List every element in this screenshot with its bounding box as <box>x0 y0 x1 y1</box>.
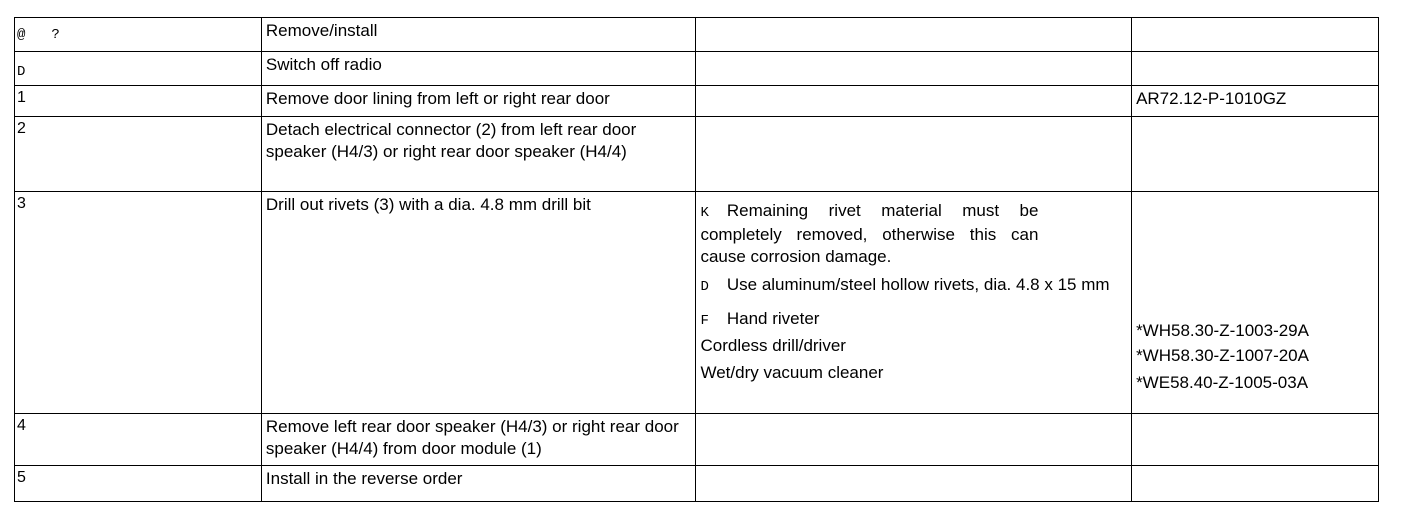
procedure-document <box>14 17 1379 502</box>
info-symbol: @ <box>17 27 26 43</box>
step-number: 5 <box>15 466 262 502</box>
caution-symbol: K <box>700 205 709 221</box>
table-row <box>15 192 1379 414</box>
tool-reference: *WH58.30-Z-1003-29A <box>1136 321 1309 340</box>
step-number: 2 <box>15 117 262 192</box>
tool-item: Cordless drill/driver <box>700 336 846 355</box>
step-number: 1 <box>15 86 262 117</box>
hint-symbol: D <box>17 64 26 80</box>
instruction-cell: Switch off radio <box>261 52 696 86</box>
step-action: Drill out rivets (3) with a dia. 4.8 mm drill bit <box>261 192 696 414</box>
question-symbol: ? <box>51 27 60 43</box>
symbol-cell <box>15 18 262 52</box>
step-action: Install in the reverse order <box>261 466 696 502</box>
step-action: Remove door lining from left or right rear door <box>261 86 696 117</box>
document-reference: AR72.12-P-1010GZ <box>1132 86 1379 117</box>
step-action: Detach electrical connector (2) from left rear door speaker (H4/3) or right rear door speaker (H4/4) <box>261 117 696 192</box>
step-action: Remove left rear door speaker (H4/3) or right rear door speaker (H4/4) from door module (1) <box>261 414 696 466</box>
step-number: 3 <box>15 192 262 414</box>
hint-note: D Use aluminum/steel hollow rivets, dia. 4.8 x 15 mm <box>700 275 1110 295</box>
table-row <box>15 86 1379 117</box>
hint-symbol: D <box>700 279 709 295</box>
notes-cell <box>696 192 1132 414</box>
table-row <box>15 117 1379 192</box>
table-row <box>15 18 1379 52</box>
table-row <box>15 52 1379 86</box>
table-row <box>15 414 1379 466</box>
tool-refs-cell <box>1132 192 1379 414</box>
table-row <box>15 466 1379 502</box>
title-cell: Remove/install <box>261 18 696 52</box>
step-number: 4 <box>15 414 262 466</box>
tool-reference: *WE58.40-Z-1005-03A <box>1136 373 1309 392</box>
caution-note: K Remaining rivet material must be completely removed, otherwise this can cause corrosion damage. <box>700 201 1039 266</box>
tool-symbol: F <box>700 313 709 329</box>
tool-reference: *WH58.30-Z-1007-20A <box>1136 346 1309 365</box>
tool-item: Wet/dry vacuum cleaner <box>700 363 884 382</box>
symbol-cell <box>15 52 262 86</box>
procedure-table <box>14 17 1379 502</box>
tool-item: F Hand riveter <box>700 309 820 329</box>
